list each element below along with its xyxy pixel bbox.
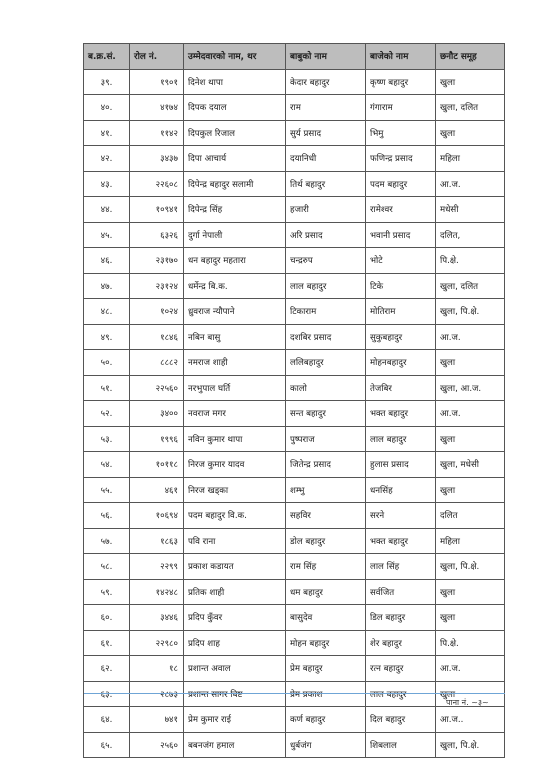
candidate-name-cell: प्रदिप कुँवर <box>184 605 286 631</box>
candidate-name-cell: निरज खड्का <box>184 477 286 503</box>
serial-number-cell: ५७. <box>84 528 130 554</box>
serial-number-cell: ६३. <box>84 681 130 707</box>
grandfather-name-cell: लाल बहादुर <box>366 681 436 707</box>
table-row <box>84 554 505 580</box>
table-row <box>84 707 505 733</box>
candidate-name-cell: धर्मेन्द्र बि.क. <box>184 273 286 299</box>
father-name-cell: जितेन्द्र प्रसाद <box>286 452 366 478</box>
father-name-cell: कालो <box>286 375 366 401</box>
grandfather-name-cell: भक्त बहादुर <box>366 401 436 427</box>
roll-number-cell: १०२४ <box>130 299 184 325</box>
serial-number-cell: ६५. <box>84 732 130 758</box>
table-row <box>84 299 505 325</box>
selection-group-cell: महिला <box>436 528 505 554</box>
grandfather-name-cell: लाल सिंह <box>366 554 436 580</box>
selection-group-cell: दलित, <box>436 222 505 248</box>
serial-number-cell: ६१. <box>84 630 130 656</box>
table-row <box>84 197 505 223</box>
roll-number-cell: १०११८ <box>130 452 184 478</box>
selection-group-cell: पि.क्षे. <box>436 630 505 656</box>
selection-group-cell: खुला <box>436 605 505 631</box>
selection-group-cell: आ.ज. <box>436 171 505 197</box>
candidate-name-cell: प्रेम कुमार राई <box>184 707 286 733</box>
table-row <box>84 69 505 95</box>
selection-group-cell: आ.ज.. <box>436 707 505 733</box>
candidate-name-cell: दिपेन्द्र बहादुर सलामी <box>184 171 286 197</box>
selection-group-cell: आ.ज. <box>436 324 505 350</box>
roll-number-cell: १४२४८ <box>130 579 184 605</box>
candidate-name-cell: नमराज शाही <box>184 350 286 376</box>
serial-number-cell: ३९. <box>84 69 130 95</box>
roll-number-cell: १८४६ <box>130 324 184 350</box>
selection-group-cell: खुला, पि.क्षे. <box>436 554 505 580</box>
candidate-name-cell: दिपक दयाल <box>184 95 286 121</box>
candidate-name-cell: पदम बहादुर वि.क. <box>184 503 286 529</box>
candidate-name-cell: नरभुपाल घर्ति <box>184 375 286 401</box>
table-row <box>84 222 505 248</box>
candidate-name-cell: दिपकुल रिजाल <box>184 120 286 146</box>
grandfather-name-cell: रामेश्वर <box>366 197 436 223</box>
roll-number-cell: १९९६ <box>130 426 184 452</box>
roll-number-cell: ४६१ <box>130 477 184 503</box>
table-row <box>84 146 505 172</box>
table-row <box>84 324 505 350</box>
table-row <box>84 630 505 656</box>
candidate-name-cell: पवि राना <box>184 528 286 554</box>
roll-number-cell: १८ <box>130 656 184 682</box>
selection-group-cell: खुला, आ.ज. <box>436 375 505 401</box>
candidate-name-cell: ध्रुवराज न्यौपाने <box>184 299 286 325</box>
roll-number-cell: ३४४६ <box>130 605 184 631</box>
father-name-cell: तिर्थ बहादुर <box>286 171 366 197</box>
footer-divider <box>84 693 505 694</box>
table-row <box>84 426 505 452</box>
grandfather-name-cell: मोतिराम <box>366 299 436 325</box>
roll-number-cell: २३१२४ <box>130 273 184 299</box>
header-grandfather-name: बाजेको नाम <box>366 44 436 70</box>
grandfather-name-cell: दिल बहादुर <box>366 707 436 733</box>
table-row <box>84 656 505 682</box>
selection-group-cell: मधेसी <box>436 197 505 223</box>
candidate-name-cell: धन बहादुर महतारा <box>184 248 286 274</box>
grandfather-name-cell: सुकुबहादुर <box>366 324 436 350</box>
father-name-cell: राम सिंह <box>286 554 366 580</box>
roll-number-cell: २३१७० <box>130 248 184 274</box>
roll-number-cell: २२५६० <box>130 375 184 401</box>
table-row <box>84 95 505 121</box>
table-row <box>84 579 505 605</box>
selection-group-cell: महिला <box>436 146 505 172</box>
father-name-cell: सहविर <box>286 503 366 529</box>
serial-number-cell: ४६. <box>84 248 130 274</box>
grandfather-name-cell: सरने <box>366 503 436 529</box>
table-row <box>84 273 505 299</box>
selection-group-cell: खुला, पि.क्षे. <box>436 732 505 758</box>
serial-number-cell: ६२. <box>84 656 130 682</box>
roll-number-cell: २८७३ <box>130 681 184 707</box>
serial-number-cell: ५०. <box>84 350 130 376</box>
grandfather-name-cell: रत्न बहादुर <box>366 656 436 682</box>
table-row <box>84 350 505 376</box>
father-name-cell: दशबिर प्रसाद <box>286 324 366 350</box>
table-row <box>84 375 505 401</box>
header-father-name: बाबुको नाम <box>286 44 366 70</box>
roll-number-cell: ४१७४ <box>130 95 184 121</box>
serial-number-cell: ४५. <box>84 222 130 248</box>
serial-number-cell: ४१. <box>84 120 130 146</box>
table-row <box>84 120 505 146</box>
selection-group-cell: दलित <box>436 503 505 529</box>
candidate-name-cell: प्रकाश कडायत <box>184 554 286 580</box>
grandfather-name-cell: हुलास प्रसाद <box>366 452 436 478</box>
father-name-cell: धम बहादुर <box>286 579 366 605</box>
selection-group-cell: खुला <box>436 350 505 376</box>
selection-group-cell: खुला <box>436 681 505 707</box>
father-name-cell: चन्द्ररुप <box>286 248 366 274</box>
candidate-name-cell: निरज कुमार यादव <box>184 452 286 478</box>
page-number: पाना नं. ~३~ <box>446 698 489 707</box>
roll-number-cell: १९०१ <box>130 69 184 95</box>
roll-number-cell: ८८८२ <box>130 350 184 376</box>
serial-number-cell: ४८. <box>84 299 130 325</box>
roll-number-cell: २५६० <box>130 732 184 758</box>
serial-number-cell: ६४. <box>84 707 130 733</box>
grandfather-name-cell: फणिन्द्र प्रसाद <box>366 146 436 172</box>
grandfather-name-cell: डिल बहादुर <box>366 605 436 631</box>
header-candidate-name: उम्मेदवारको नाम, थर <box>184 44 286 70</box>
serial-number-cell: ५६. <box>84 503 130 529</box>
father-name-cell: डोल बहादुर <box>286 528 366 554</box>
serial-number-cell: ५३. <box>84 426 130 452</box>
roll-number-cell: ३४०० <box>130 401 184 427</box>
candidate-name-cell: नबिन बासु <box>184 324 286 350</box>
candidate-name-cell: दुर्गा नेपाली <box>184 222 286 248</box>
selection-group-cell: खुला <box>436 477 505 503</box>
father-name-cell: हजारी <box>286 197 366 223</box>
serial-number-cell: ४४. <box>84 197 130 223</box>
father-name-cell: सन्त बहादुर <box>286 401 366 427</box>
serial-number-cell: ४९. <box>84 324 130 350</box>
father-name-cell: बासुदेव <box>286 605 366 631</box>
roll-number-cell: १०९४१ <box>130 197 184 223</box>
roll-number-cell: १०६९४ <box>130 503 184 529</box>
candidate-name-cell: प्रशान्त सागर बिष्ट <box>184 681 286 707</box>
father-name-cell: मोहन बहादुर <box>286 630 366 656</box>
father-name-cell: सुर्य प्रसाद <box>286 120 366 146</box>
roll-number-cell: २२६०८ <box>130 171 184 197</box>
father-name-cell: दयानिधी <box>286 146 366 172</box>
father-name-cell: केदार बहादुर <box>286 69 366 95</box>
selection-group-cell: आ.ज. <box>436 656 505 682</box>
serial-number-cell: ५४. <box>84 452 130 478</box>
father-name-cell: ललिबहादुर <box>286 350 366 376</box>
serial-number-cell: ४२. <box>84 146 130 172</box>
selection-group-cell: पि.क्षे. <box>436 248 505 274</box>
candidate-results-table <box>83 43 505 758</box>
selection-group-cell: खुला, दलित <box>436 95 505 121</box>
serial-number-cell: ४३. <box>84 171 130 197</box>
candidate-name-cell: बबनजंग हमाल <box>184 732 286 758</box>
grandfather-name-cell: भोटे <box>366 248 436 274</box>
selection-group-cell: खुला <box>436 579 505 605</box>
serial-number-cell: ४७. <box>84 273 130 299</box>
candidate-name-cell: प्रशान्त अवाल <box>184 656 286 682</box>
selection-group-cell: खुला <box>436 69 505 95</box>
header-roll-number: रोल नं. <box>130 44 184 70</box>
serial-number-cell: ५१. <box>84 375 130 401</box>
table-row <box>84 401 505 427</box>
roll-number-cell: ११४२ <box>130 120 184 146</box>
table-row <box>84 732 505 758</box>
father-name-cell: शम्भु <box>286 477 366 503</box>
grandfather-name-cell: शेर बहादुर <box>366 630 436 656</box>
selection-group-cell: आ.ज. <box>436 401 505 427</box>
table-header-row <box>84 44 505 70</box>
roll-number-cell: ६३२६ <box>130 222 184 248</box>
roll-number-cell: ७४१ <box>130 707 184 733</box>
table-row <box>84 528 505 554</box>
selection-group-cell: खुला <box>436 426 505 452</box>
table-row <box>84 452 505 478</box>
serial-number-cell: ५५. <box>84 477 130 503</box>
grandfather-name-cell: सर्वजित <box>366 579 436 605</box>
father-name-cell: राम <box>286 95 366 121</box>
grandfather-name-cell: टिके <box>366 273 436 299</box>
grandfather-name-cell: धनसिंह <box>366 477 436 503</box>
serial-number-cell: ५२. <box>84 401 130 427</box>
grandfather-name-cell: लाल बहादुर <box>366 426 436 452</box>
father-name-cell: पुष्पराज <box>286 426 366 452</box>
roll-number-cell: २२९९ <box>130 554 184 580</box>
selection-group-cell: खुला, मधेसी <box>436 452 505 478</box>
father-name-cell: लाल बहादुर <box>286 273 366 299</box>
serial-number-cell: ४०. <box>84 95 130 121</box>
grandfather-name-cell: कृष्ण बहादुर <box>366 69 436 95</box>
father-name-cell: प्रेम बहादुर <box>286 656 366 682</box>
grandfather-name-cell: भिमु <box>366 120 436 146</box>
table-row <box>84 171 505 197</box>
candidate-name-cell: दिनेश थापा <box>184 69 286 95</box>
roll-number-cell: ३४३७ <box>130 146 184 172</box>
serial-number-cell: ६०. <box>84 605 130 631</box>
grandfather-name-cell: गंगाराम <box>366 95 436 121</box>
father-name-cell: प्रेम प्रकाश <box>286 681 366 707</box>
serial-number-cell: ५९. <box>84 579 130 605</box>
candidate-name-cell: प्रदिप शाह <box>184 630 286 656</box>
roll-number-cell: २२९८० <box>130 630 184 656</box>
table-row <box>84 477 505 503</box>
candidate-name-cell: प्रतिक शाही <box>184 579 286 605</box>
header-serial-number: ब.क्र.सं. <box>84 44 130 70</box>
selection-group-cell: खुला, पि.क्षे. <box>436 299 505 325</box>
table-body <box>84 69 505 758</box>
grandfather-name-cell: भवानी प्रसाद <box>366 222 436 248</box>
grandfather-name-cell: पदम बहादुर <box>366 171 436 197</box>
father-name-cell: कर्ण बहादुर <box>286 707 366 733</box>
header-selection-group: छनौट समूह <box>436 44 505 70</box>
selection-group-cell: खुला <box>436 120 505 146</box>
serial-number-cell: ५८. <box>84 554 130 580</box>
father-name-cell: टिकाराम <box>286 299 366 325</box>
table-row <box>84 503 505 529</box>
candidate-name-cell: दिपेन्द्र सिंह <box>184 197 286 223</box>
table-row <box>84 248 505 274</box>
candidate-name-cell: नवराज मगर <box>184 401 286 427</box>
selection-group-cell: खुला, दलित <box>436 273 505 299</box>
table-row <box>84 605 505 631</box>
grandfather-name-cell: तेजबिर <box>366 375 436 401</box>
candidate-name-cell: नविन कुमार थापा <box>184 426 286 452</box>
father-name-cell: धुर्बजंग <box>286 732 366 758</box>
roll-number-cell: १८६३ <box>130 528 184 554</box>
grandfather-name-cell: भक्त बहादुर <box>366 528 436 554</box>
grandfather-name-cell: शिबलाल <box>366 732 436 758</box>
father-name-cell: अरि प्रसाद <box>286 222 366 248</box>
grandfather-name-cell: मोहनबहादुर <box>366 350 436 376</box>
candidate-name-cell: दिपा आचार्य <box>184 146 286 172</box>
